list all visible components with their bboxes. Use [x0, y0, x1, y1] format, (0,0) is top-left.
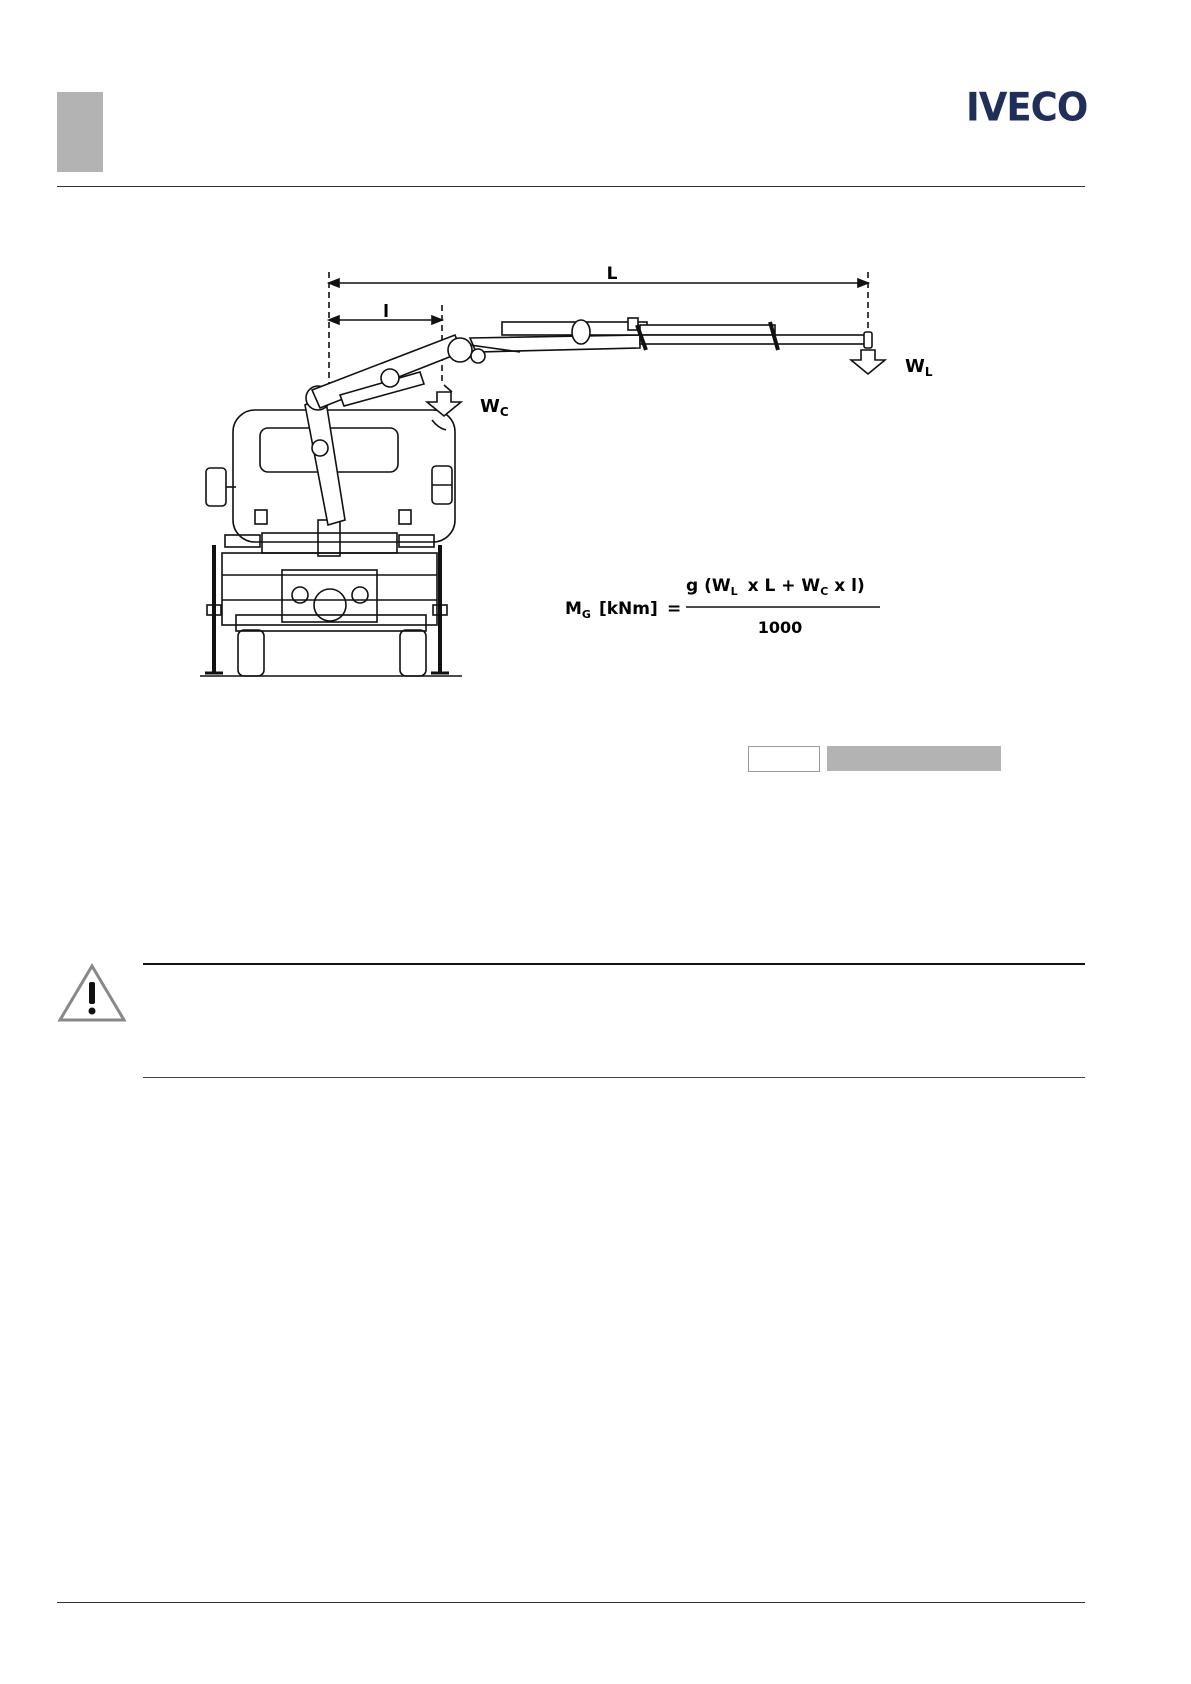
right-wheel [400, 630, 426, 676]
left-stabilizer-arm [225, 535, 260, 547]
dim-l-arrow-left [329, 316, 339, 324]
warning-bottom-rule [143, 1077, 1085, 1078]
wl-load-arrow [851, 350, 885, 374]
dim-L-arrow-left [329, 279, 339, 287]
crane-diagram [0, 0, 1191, 760]
left-wheel [238, 630, 264, 676]
crane-base-plate [262, 533, 397, 553]
reference-bar [827, 746, 1001, 771]
boom-joint [448, 338, 472, 362]
right-light [399, 510, 411, 524]
label-wc: $W_C$ [480, 396, 509, 419]
warning-top-rule [143, 963, 1085, 965]
dim-l-arrow-right [432, 316, 442, 324]
warning-triangle-icon [56, 962, 128, 1024]
reference-box [748, 746, 820, 772]
jib-base [470, 335, 640, 352]
jib-extension-2 [640, 335, 868, 344]
left-mirror [206, 468, 226, 506]
wc-load-arrow [427, 392, 461, 416]
jib-extension-1 [640, 325, 775, 335]
label-wl: $W_L$ [905, 356, 933, 379]
formula-denominator: 1000 [757, 618, 803, 637]
right-stabilizer-arm [399, 535, 434, 547]
label-L: L [606, 264, 618, 284]
formula-numerator: g ($W_L$ x $L + W_C$ x l) [686, 576, 865, 598]
differential [314, 589, 346, 621]
formula-lhs: $M_G$ [kNm] [565, 599, 658, 621]
label-l: l [383, 302, 389, 322]
crane-column [305, 395, 345, 525]
formula-equals: = [667, 599, 682, 619]
footer-rule [57, 1602, 1085, 1603]
dim-L-arrow-right [858, 279, 868, 287]
jib-tip [864, 332, 872, 348]
moment-formula [565, 576, 880, 637]
rear-bumper [236, 615, 426, 631]
left-light [255, 510, 267, 524]
iveco-logo: IVECO [966, 84, 1088, 131]
